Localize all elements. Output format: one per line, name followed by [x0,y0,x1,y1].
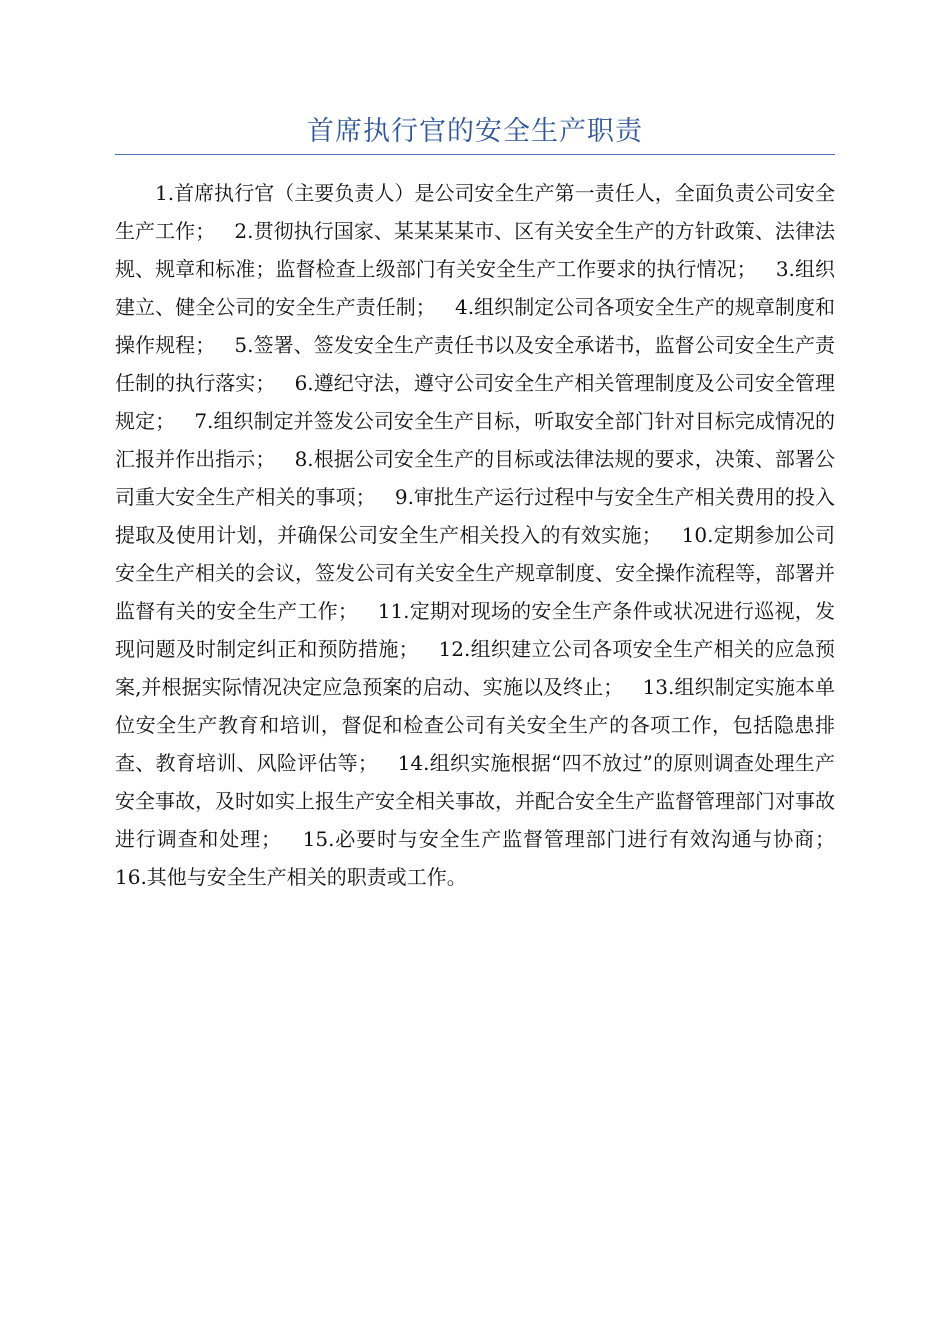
page-title: 首席执行官的安全生产职责 [307,116,643,147]
title-underline [115,154,835,155]
responsibilities-paragraph: 1.首席执行官（主要负责人）是公司安全生产第一责任人，全面负责公司安全生产工作； 2.贯彻执行国家、某某某某市、区有关安全生产的方针政策、法律法规、规章和标准；监督检查上级部门有关安全生产工作要求的执行情况； 3.组织建立、健全公司的安全生产责任制； 4.组织制定公司各项安全生产的规章制度和操作规程； 5.签署、签发安全生产责任书以及安全承诺书，监督公司安全生产责任制的执行落实； 6.遵纪守法，遵守公司安全生产相关管理制度及公司安全管理规定； 7.组织制定并签发公司安全生产目标，听取安全部门针对目标完成情况的汇报并作出指示； 8.根据公司安全生产的目标或法律法规的要求，决策、部署公司重大安全生产相关的事项； 9.审批生产运行过程中与安全生产相关费用的投入提取及使用计划，并确保公司安全生产相关投入的有效实施； 10.定期参加公司安全生产相关的会议，签发公司有关安全生产规章制度、安全操作流程等，部署并监督有关的安全生产工作； 11.定期对现场的安全生产条件或状况进行巡视，发现问题及时制定纠正和预防措施； 12.组织建立公司各项安全生产相关的应急预案,并根据实际情况决定应急预案的启动、实施以及终止； 13.组织制定实施本单位安全生产教育和培训，督促和检查公司有关安全生产的各项工作，包括隐患排查、教育培训、风险评估等； 14.组织实施根据“四不放过”的原则调查处理生产安全事故，及时如实上报生产安全相关事故，并配合安全生产监督管理部门对事故进行调查和处理； 15.必要时与安全生产监督管理部门进行有效沟通与协商； 16.其他与安全生产相关的职责或工作。 [115,181,855,889]
